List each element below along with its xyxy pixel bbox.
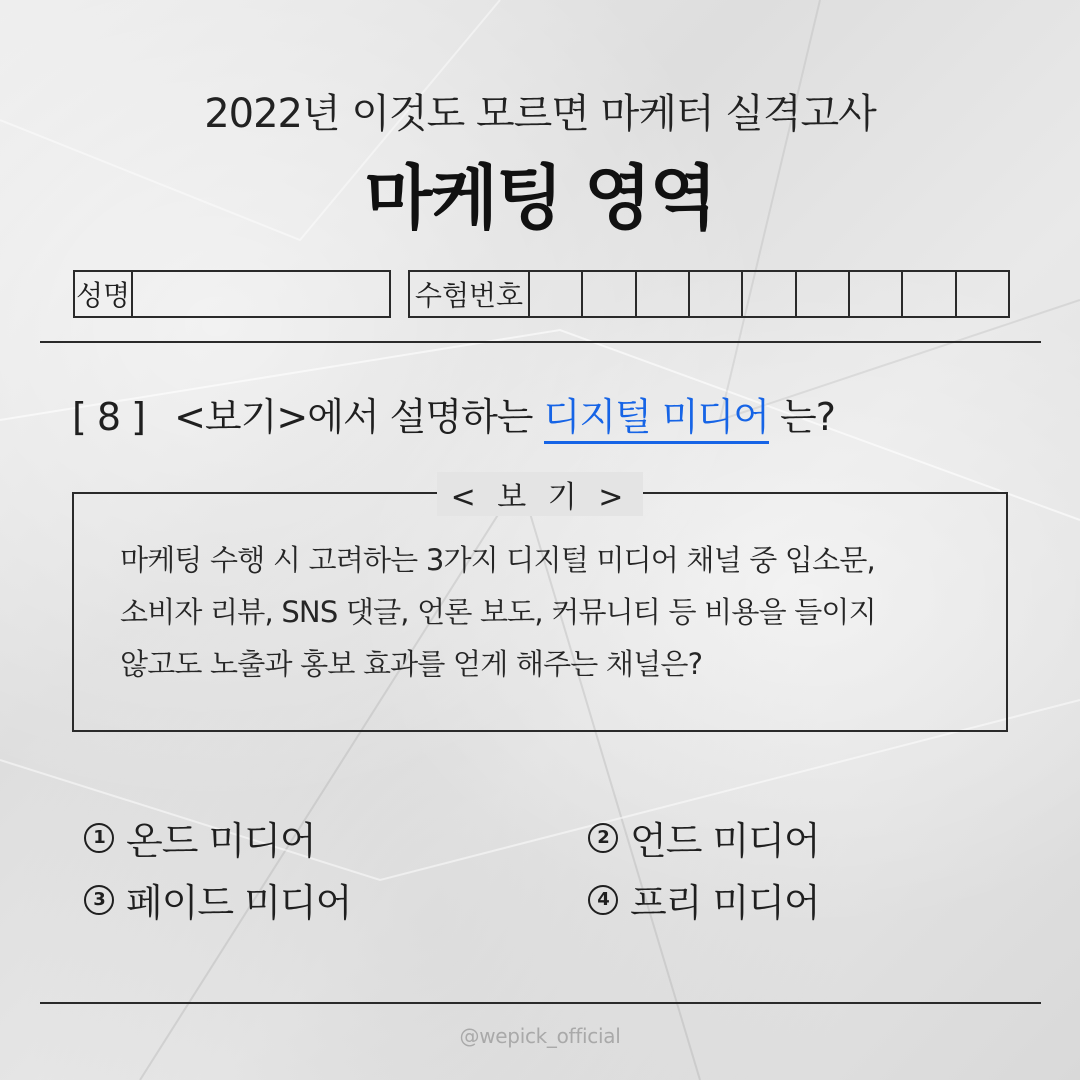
exam-number-cell[interactable]	[797, 272, 850, 316]
bogi-line: 소비자 리뷰, SNS 댓글, 언론 보도, 커뮤니티 등 비용을 들이지	[120, 595, 876, 629]
option-2[interactable]	[588, 810, 820, 865]
option-4[interactable]	[588, 872, 820, 927]
option-number-badge: 1	[84, 823, 114, 853]
exam-number-cell[interactable]	[690, 272, 743, 316]
exam-number-cell[interactable]	[583, 272, 636, 316]
page-title: 마케팅 영역	[364, 157, 716, 239]
exam-number-cell[interactable]	[530, 272, 583, 316]
option-label: 온드 미디어	[126, 819, 316, 863]
account-handle: @wepick_official	[459, 1024, 621, 1048]
question-highlight: 디지털 미디어	[544, 395, 769, 444]
bogi-text	[120, 534, 980, 690]
question-number: [ 8 ]	[72, 395, 145, 439]
exam-number-cell[interactable]	[957, 272, 1008, 316]
exam-subtitle: 2022년 이것도 모르면 마케터 실격고사	[204, 91, 876, 137]
bottom-divider	[40, 1002, 1041, 1004]
option-number-badge: 4	[588, 885, 618, 915]
option-number-badge: 3	[84, 885, 114, 915]
option-label: 언드 미디어	[630, 819, 820, 863]
exam-number-cell[interactable]	[903, 272, 956, 316]
option-label: 프리 미디어	[630, 881, 820, 925]
name-label: 성명	[75, 272, 133, 316]
question-prefix: <보기>에서 설명하는	[174, 395, 533, 439]
option-1[interactable]	[84, 810, 316, 865]
question-text	[72, 386, 835, 441]
bogi-title: < 보 기 >	[437, 472, 644, 516]
exam-number-cell[interactable]	[637, 272, 690, 316]
name-field[interactable]	[73, 270, 391, 318]
exam-number-cell[interactable]	[743, 272, 796, 316]
option-label: 페이드 미디어	[126, 881, 352, 925]
option-number-badge: 2	[588, 823, 618, 853]
exam-number-label: 수험번호	[410, 272, 530, 316]
name-input[interactable]	[133, 272, 389, 316]
top-divider	[40, 341, 1041, 343]
question-suffix: 는?	[780, 395, 835, 439]
bogi-box	[72, 480, 1008, 732]
bogi-line: 않고도 노출과 홍보 효과를 얻게 해주는 채널은?	[120, 647, 703, 681]
option-3[interactable]	[84, 872, 351, 927]
bogi-line: 마케팅 수행 시 고려하는 3가지 디지털 미디어 채널 중 입소문,	[120, 543, 875, 577]
exam-number-cell[interactable]	[850, 272, 903, 316]
exam-number-field[interactable]	[408, 270, 1010, 318]
